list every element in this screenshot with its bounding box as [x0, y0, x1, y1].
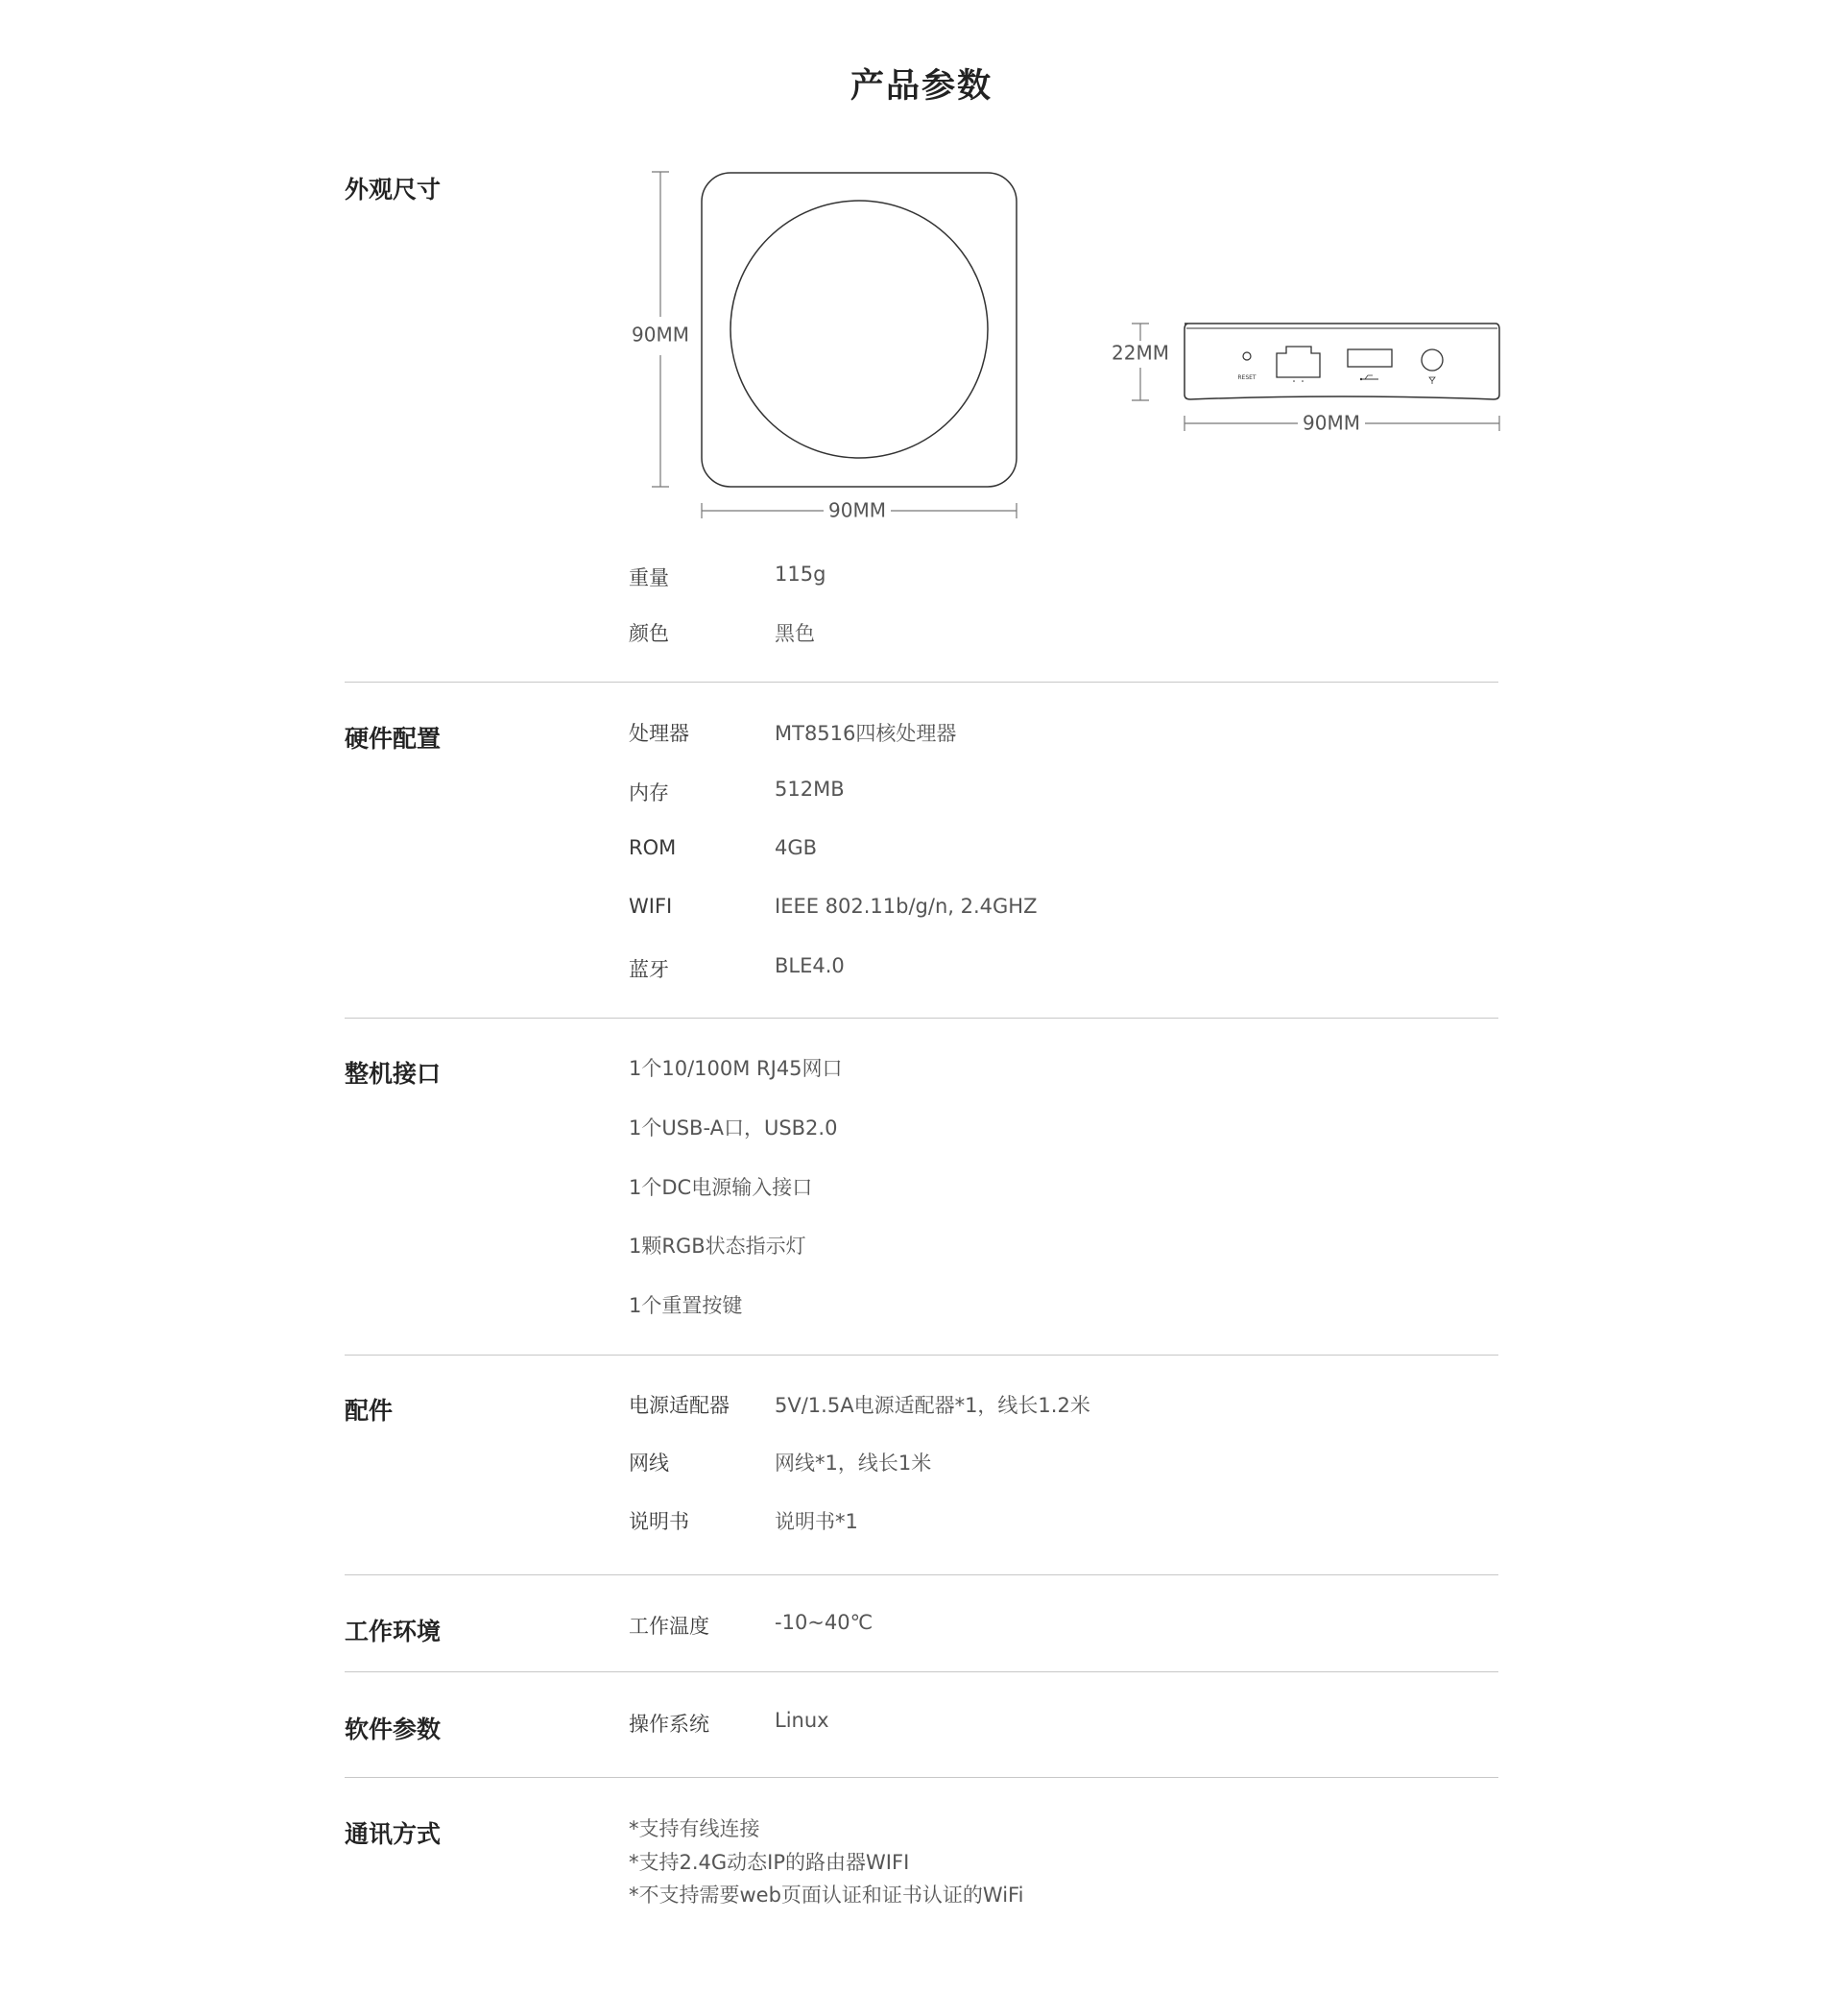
spec-label: 工作温度	[629, 1615, 709, 1638]
spec-value: BLE4.0	[775, 954, 845, 977]
spec-value: 512MB	[775, 778, 845, 801]
dc-power-port-icon	[1422, 349, 1443, 371]
reset-hole-icon	[1243, 352, 1251, 360]
list-item: *不支持需要web页面认证和证书认证的WiFi	[629, 1884, 1024, 1907]
section-divider	[345, 1018, 1498, 1019]
spec-value: 4GB	[775, 836, 818, 859]
spec-label: 操作系统	[629, 1713, 709, 1736]
ethernet-port-icon	[1277, 347, 1320, 377]
section-title-interfaces: 整机接口	[345, 1060, 442, 1088]
usb-port-icon	[1348, 349, 1392, 367]
side-view-diagram	[1104, 312, 1507, 442]
top-view-height-label: 90MM	[632, 323, 689, 347]
spec-label: 重量	[629, 566, 669, 589]
section-divider	[345, 682, 1498, 683]
spec-label: 电源适配器	[629, 1394, 730, 1417]
spec-label: ROM	[629, 836, 677, 859]
spec-value: 115g	[775, 563, 826, 586]
list-item: 1个USB-A口，USB2.0	[629, 1116, 838, 1140]
spec-label: 说明书	[629, 1510, 689, 1533]
section-divider	[345, 1671, 1498, 1672]
section-title-appearance: 外观尺寸	[345, 176, 442, 204]
top-view-width-label: 90MM	[828, 498, 886, 522]
page-title: 产品参数	[850, 67, 993, 106]
spec-label: 内存	[629, 781, 669, 804]
list-item: *支持有线连接	[629, 1817, 760, 1840]
spec-label: 处理器	[629, 722, 689, 745]
spec-value: 5V/1.5A电源适配器*1，线长1.2米	[775, 1394, 1090, 1417]
section-title-accessories: 配件	[345, 1397, 394, 1425]
spec-label: 网线	[629, 1452, 669, 1475]
reset-port-label: RESET	[1237, 374, 1257, 381]
spec-value: 说明书*1	[775, 1510, 858, 1533]
section-title-hardware: 硬件配置	[345, 725, 442, 753]
list-item: 1个10/100M RJ45网口	[629, 1057, 843, 1080]
device-side-body	[1185, 324, 1499, 399]
side-view-height-label: 22MM	[1112, 341, 1169, 365]
list-item: 1颗RGB状态指示灯	[629, 1235, 806, 1258]
section-title-environment: 工作环境	[345, 1618, 442, 1645]
list-item: 1个DC电源输入接口	[629, 1176, 813, 1199]
spec-label: WIFI	[629, 895, 673, 918]
list-item: 1个重置按键	[629, 1294, 743, 1317]
section-divider	[345, 1355, 1498, 1356]
spec-value: MT8516四核处理器	[775, 722, 957, 745]
section-title-communication: 通讯方式	[345, 1820, 442, 1848]
spec-value: 黑色	[775, 622, 815, 645]
spec-value: IEEE 802.11b/g/n, 2.4GHZ	[775, 895, 1038, 918]
device-top-body	[702, 173, 1017, 487]
section-divider	[345, 1574, 1498, 1575]
device-top-circle	[730, 201, 988, 458]
spec-value: 网线*1，线长1米	[775, 1452, 932, 1475]
section-title-software: 软件参数	[345, 1716, 442, 1743]
spec-value: -10~40℃	[775, 1611, 874, 1634]
list-item: *支持2.4G动态IP的路由器WIFI	[629, 1851, 910, 1874]
side-view-width-label: 90MM	[1303, 411, 1360, 435]
top-view-diagram	[624, 168, 1027, 523]
spec-label: 蓝牙	[629, 958, 669, 981]
spec-value: Linux	[775, 1709, 829, 1732]
spec-label: 颜色	[629, 622, 669, 645]
section-divider	[345, 1777, 1498, 1778]
